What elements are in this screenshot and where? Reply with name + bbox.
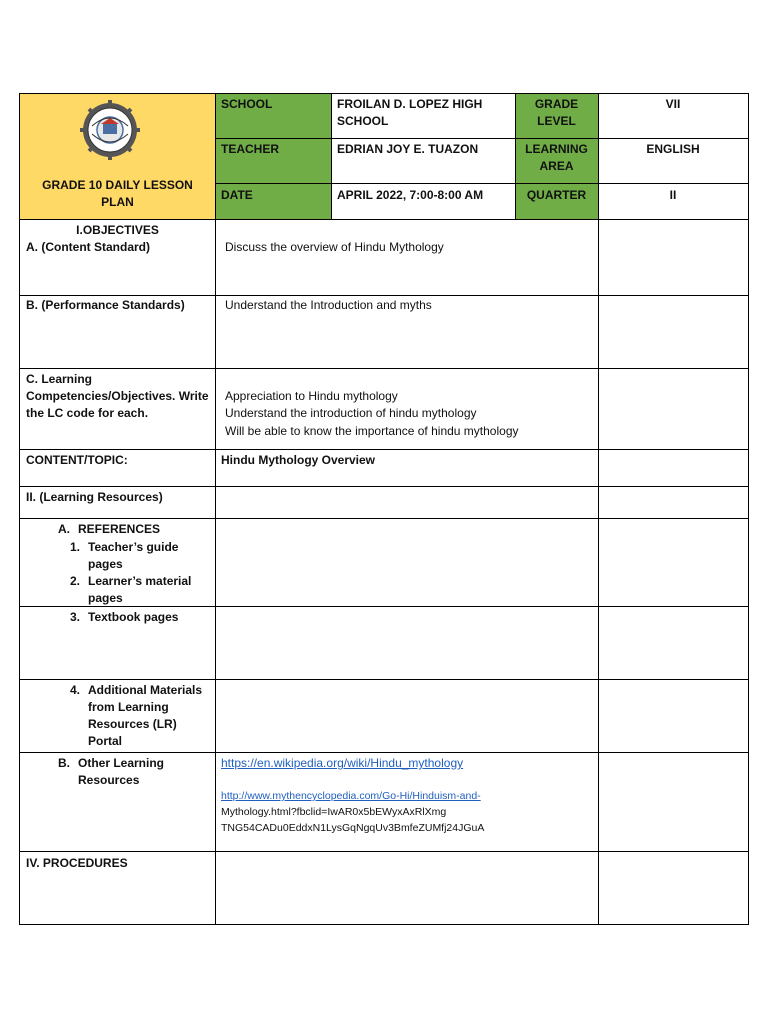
page-title: GRADE 10 DAILY LESSON PLAN bbox=[42, 178, 193, 209]
content-topic-label: CONTENT/TOPIC: bbox=[26, 453, 128, 467]
objectives-heading: I.OBJECTIVES bbox=[76, 223, 159, 237]
references-text: REFERENCES bbox=[78, 522, 161, 536]
quarter-value: II bbox=[669, 188, 677, 202]
references-letter: A. bbox=[58, 522, 70, 536]
content-standard-label: A. (Content Standard) bbox=[26, 240, 150, 254]
competency-item: Will be able to know the importance of hindu mythology bbox=[225, 424, 519, 438]
reference-item: 3. Textbook pages bbox=[69, 610, 179, 624]
quarter-label: QUARTER bbox=[526, 188, 587, 202]
reference-item: 4. Additional Materials from Learning Resources (LR) Portal bbox=[69, 683, 203, 748]
date-value: APRIL 2022, 7:00-8:00 AM bbox=[337, 188, 484, 202]
teacher-value: EDRIAN JOY E. TUAZON bbox=[337, 142, 479, 156]
other-resources-label: B. Other Learning Resources bbox=[58, 756, 165, 787]
performance-standards-label: B. (Performance Standards) bbox=[26, 298, 185, 312]
grade-level-value: VII bbox=[665, 97, 681, 111]
grade-level-label: GRADE LEVEL bbox=[534, 97, 579, 128]
competency-item: Understand the introduction of hindu mythology bbox=[225, 406, 477, 420]
reference-item: 1. Teacher’s guide pages bbox=[69, 540, 179, 571]
school-label: SCHOOL bbox=[221, 97, 273, 111]
learning-area-value: ENGLISH bbox=[646, 142, 700, 156]
performance-standards-value: Understand the Introduction and myths bbox=[225, 298, 432, 312]
mythencyclopedia-link-block bbox=[215, 786, 598, 838]
school-value: FROILAN D. LOPEZ HIGH SCHOOL bbox=[337, 97, 483, 128]
link-continuation: TNG54CADu0EddxN1LysGqNgqUv3BmfeZUMfj24JGuA bbox=[221, 822, 485, 834]
procedures-label: IV. PROCEDURES bbox=[26, 856, 128, 870]
content-standard-value: Discuss the overview of Hindu Mythology bbox=[225, 240, 444, 254]
competency-item: Appreciation to Hindu mythology bbox=[225, 389, 398, 403]
mythencyclopedia-link[interactable]: http://www.mythencyclopedia.com/Go-Hi/Hinduism-and- bbox=[221, 790, 481, 802]
learning-resources-label: II. (Learning Resources) bbox=[26, 490, 163, 504]
competencies-label: C. Learning Competencies/Objectives. Write the LC code for each. bbox=[26, 372, 209, 420]
teacher-label: TEACHER bbox=[221, 142, 280, 156]
reference-item: 2. Learner’s material pages bbox=[69, 574, 192, 605]
date-label: DATE bbox=[221, 188, 253, 202]
school-seal-logo-icon bbox=[80, 100, 140, 160]
learning-area-label: LEARNING AREA bbox=[525, 142, 588, 173]
wikipedia-link[interactable]: https://en.wikipedia.org/wiki/Hindu_mythology bbox=[221, 756, 464, 770]
other-resources-links bbox=[215, 753, 598, 774]
content-topic-value: Hindu Mythology Overview bbox=[221, 453, 376, 467]
link-continuation: Mythology.html?fbclid=IwAR0x5bEWyxAxRlXmg bbox=[221, 806, 447, 818]
